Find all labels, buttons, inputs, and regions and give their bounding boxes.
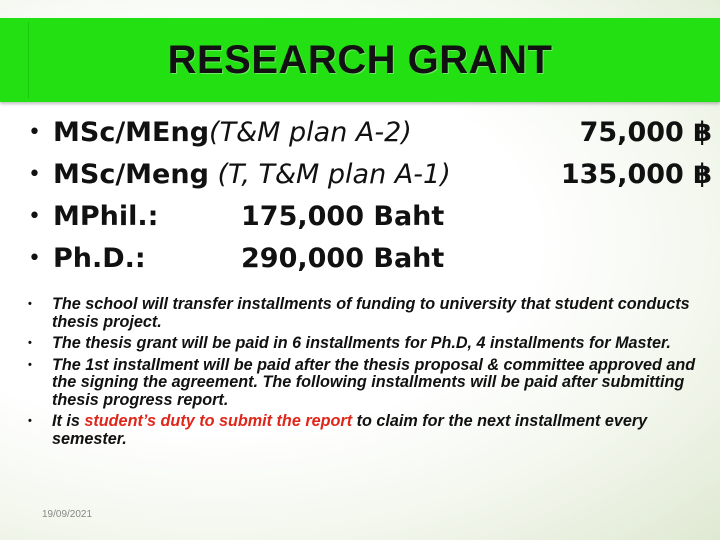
grant-row-mphil [28, 196, 718, 238]
bullet: • [28, 415, 32, 427]
grant-amount: 135,000 ฿ [560, 159, 712, 190]
grant-list [28, 112, 718, 280]
grant-row-msc-a2 [28, 112, 718, 154]
grant-degree: MSc/MEng(T&M plan A-2) [53, 117, 412, 148]
bullet: • [28, 358, 32, 371]
bullet: • [28, 204, 41, 229]
bullet: • [28, 246, 41, 271]
grant-plan: (T, T&M plan A-1) [208, 159, 451, 190]
grant-row-phd [28, 238, 718, 280]
bullet: • [28, 162, 41, 187]
slide-date: 19/09/2021 [42, 509, 93, 520]
grant-degree: Ph.D.: [53, 243, 146, 274]
slide-title: RESEARCH GRANT [167, 38, 553, 82]
notes-list [28, 296, 718, 448]
grant-degree: MPhil.: [53, 201, 159, 232]
grant-plan: (T&M plan A-2) [209, 117, 412, 148]
grant-degree: MSc/Meng (T, T&M plan A-1) [53, 159, 451, 190]
note-item [28, 357, 718, 410]
grant-row-msc-a1 [28, 154, 718, 196]
bullet: • [28, 120, 41, 145]
note-text: The 1st installment will be paid after the thesis proposal & committee approved and the signing the agreement. The following installments will be paid after submitting thesis progress report. [52, 355, 696, 409]
note-item [28, 296, 718, 331]
bullet: • [28, 337, 32, 349]
note-item [28, 413, 718, 448]
grant-amount: 175,000 Baht [241, 201, 445, 232]
grant-amount: 75,000 ฿ [579, 117, 712, 148]
note-text: The school will transfer installments of funding to university that student conducts thesis project. [52, 295, 690, 331]
note-item [28, 335, 718, 353]
highlight-text: student’s duty to submit the report [84, 412, 353, 430]
grant-amount: 290,000 Baht [241, 243, 445, 274]
bullet: • [28, 298, 32, 310]
note-text: It is student’s duty to submit the report to claim for the next installment every semester. [52, 412, 648, 448]
note-text: The thesis grant will be paid in 6 installments for Ph.D, 4 installments for Master. [52, 334, 671, 352]
